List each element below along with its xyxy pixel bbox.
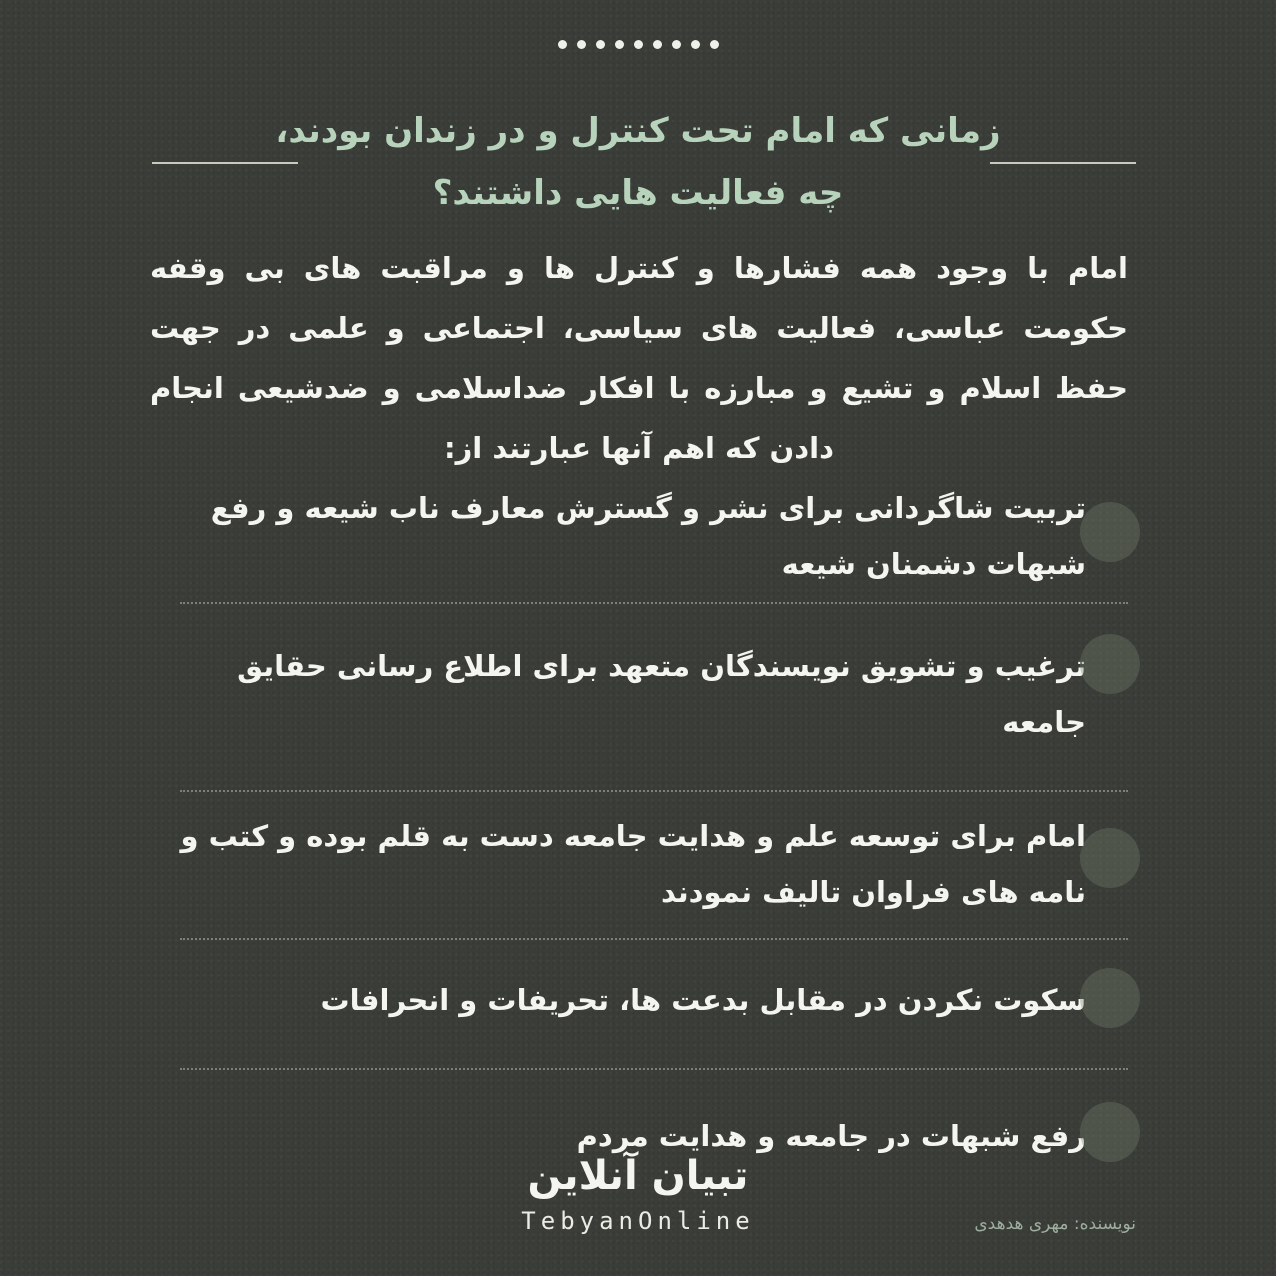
logo-english: TebyanOnline	[521, 1207, 755, 1235]
bullet-circle-icon	[1080, 634, 1140, 694]
author-credit: نویسنده: مهری هدهدی	[974, 1214, 1136, 1234]
list-item-text: سکوت نکردن در مقابل بدعت ها، تحریفات و انحرافات	[320, 983, 1086, 1017]
intro-paragraph: امام با وجود همه فشارها و کنترل ها و مراقبت های بی وقفه حکومت عباسی، فعالیت های سیاسی، اجتماعی و علمی در جهت حفظ اسلام و تشیع و مبارزه با افکار ضداسلامی و ضدشیعی انجام دادن که اهم آنها عبارتند از:	[150, 251, 1128, 465]
list-item-text: تربیت شاگردانی برای نشر و گسترش معارف ناب شیعه و رفع شبهات دشمنان شیعه	[210, 491, 1086, 581]
bullet-circle-icon	[1080, 502, 1140, 562]
list-item-text: ترغیب و تشویق نویسندگان متعهد برای اطلاع رسانی حقایق جامعه	[237, 649, 1086, 739]
activities-list	[150, 476, 1138, 1184]
bullet-circle-icon	[1080, 1102, 1140, 1162]
tebyan-logo	[500, 1148, 776, 1238]
page-title	[140, 100, 1136, 224]
dot-icon	[653, 40, 662, 49]
list-item-text: امام برای توسعه علم و هدایت جامعه دست به قلم بوده و کتب و نامه های فراوان تالیف نمودند	[180, 819, 1086, 909]
title-line-2: چه فعالیت هایی داشتند؟	[432, 173, 844, 213]
list-item	[150, 604, 1138, 790]
dot-icon	[672, 40, 681, 49]
logo-persian: تبیان آنلاین	[527, 1153, 749, 1199]
dot-icon	[710, 40, 719, 49]
dot-icon	[615, 40, 624, 49]
dot-icon	[634, 40, 643, 49]
dot-icon	[577, 40, 586, 49]
bullet-circle-icon	[1080, 828, 1140, 888]
bullet-circle-icon	[1080, 968, 1140, 1028]
list-item	[150, 940, 1138, 1068]
dot-icon	[596, 40, 605, 49]
dot-icon	[558, 40, 567, 49]
list-item-text: رفع شبهات در جامعه و هدایت مردم	[576, 1119, 1086, 1153]
dot-icon	[691, 40, 700, 49]
title-line-1: زمانی که امام تحت کنترل و در زندان بودند،	[275, 111, 1001, 151]
list-item	[150, 792, 1138, 938]
list-item	[150, 476, 1138, 602]
decorative-dots	[0, 40, 1276, 49]
